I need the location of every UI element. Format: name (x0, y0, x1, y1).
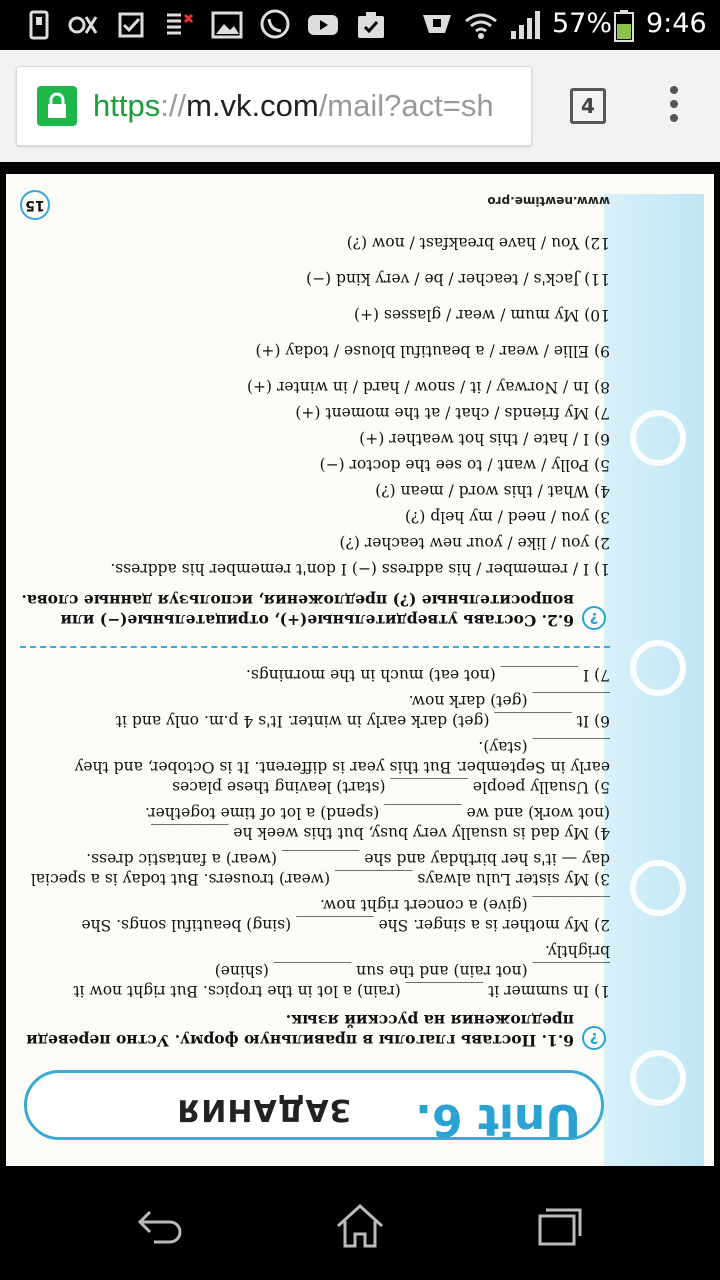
url-bar[interactable] (16, 66, 532, 146)
page-content[interactable] (0, 162, 720, 1166)
exercise-line: early in September. But this year is different. It is October, and they (74, 758, 610, 776)
clipboard-check-icon (354, 9, 388, 41)
wifi-icon (464, 9, 498, 41)
exercise-line: __________ (get) dark now. (408, 692, 610, 710)
youtube-icon (306, 9, 340, 41)
exercise-line: 12) You / have breakfast / now (?) (346, 234, 610, 252)
task-instruction: Поставь глаголы в правильную форму. Устно переведи предложения на русский язык. (26, 1011, 574, 1050)
textbook-text (14, 188, 610, 1160)
recents-icon[interactable] (534, 1204, 586, 1248)
status-bar (0, 0, 720, 50)
url-host: m.vk.com (186, 88, 319, 123)
home-icon[interactable] (334, 1204, 386, 1248)
section-title: ЗАДАНИЯ (176, 1092, 351, 1127)
exercise-line: 8) In / Norway / it / snow / hard / in winter (+) (246, 378, 610, 396)
exercise-line: 5) Polly / want / to see the doctor (−) (319, 456, 610, 474)
data-icon (162, 9, 196, 41)
checkbox-icon (114, 9, 148, 41)
exercise-line: 5) Usually people __________ (start) leaving these places (172, 778, 610, 796)
battery-percent: 57% (552, 8, 613, 39)
exercise-line: 6) I / hate / this hot weather (+) (359, 430, 610, 448)
browser-toolbar (0, 50, 720, 162)
exercise-line: 3) you / need / my help (?) (404, 508, 610, 526)
tab-switcher-button[interactable]: 4 (570, 88, 606, 124)
exercise-line: brightly. (544, 942, 610, 960)
image-icon (210, 9, 244, 41)
battery-icon (614, 10, 634, 42)
divider (20, 638, 610, 648)
signal-icon (508, 9, 542, 41)
exercise-line: 7) I __________ (not eat) much in the mornings. (245, 666, 610, 684)
overflow-menu-icon[interactable] (660, 86, 688, 126)
url-scheme: https (93, 88, 161, 123)
exercise-line: 2) My mother is a singer. She __________ (sing) beautiful songs. She (81, 916, 610, 934)
exercise-line: (not work) and we __________ (spend) a lot of time together. (145, 804, 610, 822)
unit-title: Unit 6. (415, 1094, 581, 1145)
exercise-line: 10) My mum / wear / glasses (+) (353, 306, 610, 324)
clock: 9:46 (646, 8, 707, 39)
exercise-line: day — it's her birthday and she __________ (wear) a fantastic dress. (86, 850, 610, 868)
page-number: 15 (20, 190, 50, 220)
exercise-line: __________ (stay). (478, 738, 610, 756)
viber-icon (258, 9, 292, 41)
exercise-line: 4) My dad is usually very busy, but this week he __________ (150, 824, 610, 842)
lock-icon (37, 86, 77, 126)
exercise-line: __________ (give) a concert right now. (320, 896, 610, 914)
question-icon: ? (582, 606, 606, 630)
unit-header (24, 1070, 604, 1145)
task-number: 6.2. (541, 611, 574, 630)
exercise-line: 2) you / like / your new teacher (?) (339, 534, 610, 552)
footer-url: www.newtime.pro (487, 194, 610, 208)
exercise-line: 1) I / remember / his address (−) I don't remember his address. (110, 560, 610, 578)
sim-icon (22, 9, 56, 41)
exercise-line: 3) My sister Lulu always __________ (wear) trousers. But today is a special (30, 870, 610, 888)
decorative-sidebar (604, 194, 704, 1166)
task-instruction: Составь утвердительные(+), отрицательные(−) или вопросительные (?) предложения, используя данные слова. (21, 591, 574, 630)
url-path: /mail?act=sh (318, 88, 494, 123)
vpn-icon (420, 9, 454, 41)
exercise-line: __________ (not rain) and the sun __________ (shine) (214, 962, 610, 980)
exercise-line: 6) It __________ (get) dark early in winter. It's 4 p.m. only and it (115, 712, 610, 730)
exercise-line: 9) Ellie / wear / a beautiful blouse / today (+) (255, 342, 610, 360)
settings-adjust-icon (66, 9, 100, 41)
task-number: 6.1. (541, 1031, 574, 1050)
exercise-line: 1) In summer it __________ (rain) a lot in the tropics. But right now it (73, 982, 610, 1000)
url-separator: :// (160, 88, 187, 123)
textbook-page (6, 174, 714, 1166)
exercise-line: 4) What / this word / mean (?) (375, 482, 610, 500)
navigation-bar (0, 1166, 720, 1280)
question-icon: ? (582, 1026, 606, 1050)
url-text[interactable] (93, 87, 494, 125)
exercise-line: 11) Jack's / teacher / be / very kind (−) (306, 270, 610, 288)
textbook-photo (6, 174, 714, 1166)
exercise-line: 7) My friends / chat / at the moment (+) (295, 404, 610, 422)
back-icon[interactable] (134, 1204, 186, 1248)
